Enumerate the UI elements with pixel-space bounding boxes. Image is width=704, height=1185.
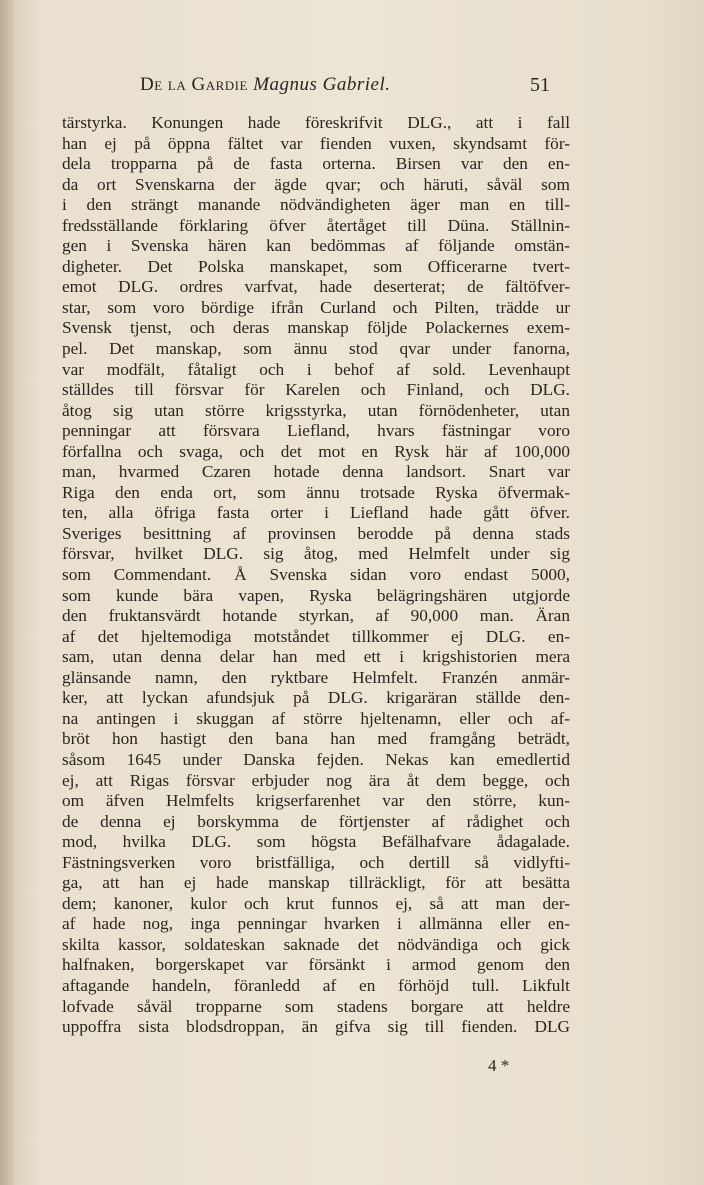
- text-line: var modfält, fåtaligt och i behof af sold. Levenhaupt: [62, 359, 570, 379]
- text-line: Fästningsverken voro bristfälliga, och dertill så vidlyfti-: [62, 852, 570, 872]
- text-line: som Commendant. Å Svenska sidan voro endast 5000,: [62, 565, 570, 585]
- running-title-given-name: Magnus Gabriel.: [253, 74, 391, 95]
- text-line: i den strängt manande nödvändigheten äger man en till-: [62, 195, 570, 215]
- text-line: mod, hvilka DLG. som högsta Befälhafvare ådagalade.: [62, 832, 570, 852]
- text-line: de denna ej borskymma de förtjenster af rådighet och: [62, 811, 570, 831]
- text-line: den fruktansvärdt hotande styrkan, af 90,000 man. Äran: [62, 606, 570, 626]
- signature-mark: 4 *: [488, 1056, 510, 1075]
- text-line: star, som voro bördige ifrån Curland och Pilten, trädde ur: [62, 297, 570, 317]
- text-line: som kunde bära vapen, Ryska belägringshären utgjorde: [62, 585, 570, 605]
- text-line: na antingen i skuggan af större hjeltenamn, eller och af-: [62, 708, 570, 728]
- text-line: lofvade såväl tropparne som stadens borgare att heldre: [62, 996, 570, 1016]
- text-line: tärstyrka. Konungen hade föreskrifvit DLG., att i fall: [62, 113, 570, 132]
- text-line: af hade nog, inga penningar hvarken i allmänna eller en-: [62, 914, 570, 934]
- text-line: Sveriges besittning af provinsen berodde på denna stads: [62, 523, 570, 543]
- text-line: gen i Svenska hären kan bedömmas af följande omstän-: [62, 236, 570, 256]
- text-line: ej, att Rigas försvar erbjuder nog ära åt dem begge, och: [62, 770, 570, 790]
- text-line: bröt hon hastigt den bana han med framgång beträdt,: [62, 729, 570, 749]
- text-line: uppoffra sista blodsdroppan, än gifva sig till fienden. DLG: [62, 1017, 570, 1037]
- text-line: såsom 1645 under Danska fejden. Nekas kan emedlertid: [62, 749, 570, 769]
- text-line: penningar att försvara Liefland, hvars fästningar voro: [62, 421, 570, 441]
- body-text: [62, 113, 570, 1038]
- text-line: han ej på öppna fältet var fienden vuxen, skyndsamt för-: [62, 133, 570, 153]
- text-line: man, hvarmed Czaren hotade denna landsort. Snart var: [62, 462, 570, 482]
- text-line: dela tropparna på de fasta orterna. Birsen var den en-: [62, 154, 570, 174]
- text-line: skilta kassor, soldateskan saknade det nödvändiga och gick: [62, 934, 570, 954]
- running-header: [140, 72, 550, 100]
- text-line: aftagande handeln, föranledd af en förhöjd tull. Likfult: [62, 975, 570, 995]
- page-number: 51: [530, 74, 550, 96]
- text-line: om äfven Helmfelts krigserfarenhet var den större, kun-: [62, 791, 570, 811]
- text-line: Svensk tjenst, och deras manskap följde Polackernes exem-: [62, 318, 570, 338]
- text-line: ten, alla öfriga fasta orter i Liefland hade gått öfver.: [62, 503, 570, 523]
- text-line: försvar, hvilket DLG. sig åtog, med Helmfelt under sig: [62, 544, 570, 564]
- text-line: Riga den enda ort, som ännu trotsade Ryska öfvermak-: [62, 482, 570, 502]
- running-title-name: De la Gardie: [140, 74, 248, 95]
- text-line: ga, att han ej hade manskap tillräckligt, för att besätta: [62, 873, 570, 893]
- text-line: fredsställande förklaring öfver återtåget till Düna. Ställnin-: [62, 215, 570, 235]
- text-line: ställdes till försvar för Karelen och Finland, och DLG.: [62, 380, 570, 400]
- text-line: åtog sig utan större krigsstyrka, utan förnödenheter, utan: [62, 400, 570, 420]
- text-line: pel. Det manskap, som ännu stod qvar under fanorna,: [62, 339, 570, 359]
- text-line: förfallna och svaga, och det mot en Rysk här af 100,000: [62, 441, 570, 461]
- text-line: dem; kanoner, kulor och krut funnos ej, så att man der-: [62, 893, 570, 913]
- text-line: sam, utan denna delar han med ett i krigshistorien mera: [62, 647, 570, 667]
- book-gutter: [0, 0, 14, 1185]
- text-line: digheter. Det Polska manskapet, som Officerarne tvert-: [62, 256, 570, 276]
- running-title: [140, 74, 391, 96]
- text-line: af det hjeltemodiga motståndet tillkommer ej DLG. en-: [62, 626, 570, 646]
- text-line: halfnaken, borgerskapet var försänkt i armod genom den: [62, 955, 570, 975]
- text-line: glänsande namn, den ryktbare Helmfelt. Franzén anmär-: [62, 667, 570, 687]
- text-line: ker, att lyckan afundsjuk på DLG. krigaräran ställde den-: [62, 688, 570, 708]
- text-line: emot DLG. ordres varfvat, hade deserterat; de fältöfver-: [62, 277, 570, 297]
- text-line: da ort Svenskarna der ägde qvar; och häruti, såväl som: [62, 174, 570, 194]
